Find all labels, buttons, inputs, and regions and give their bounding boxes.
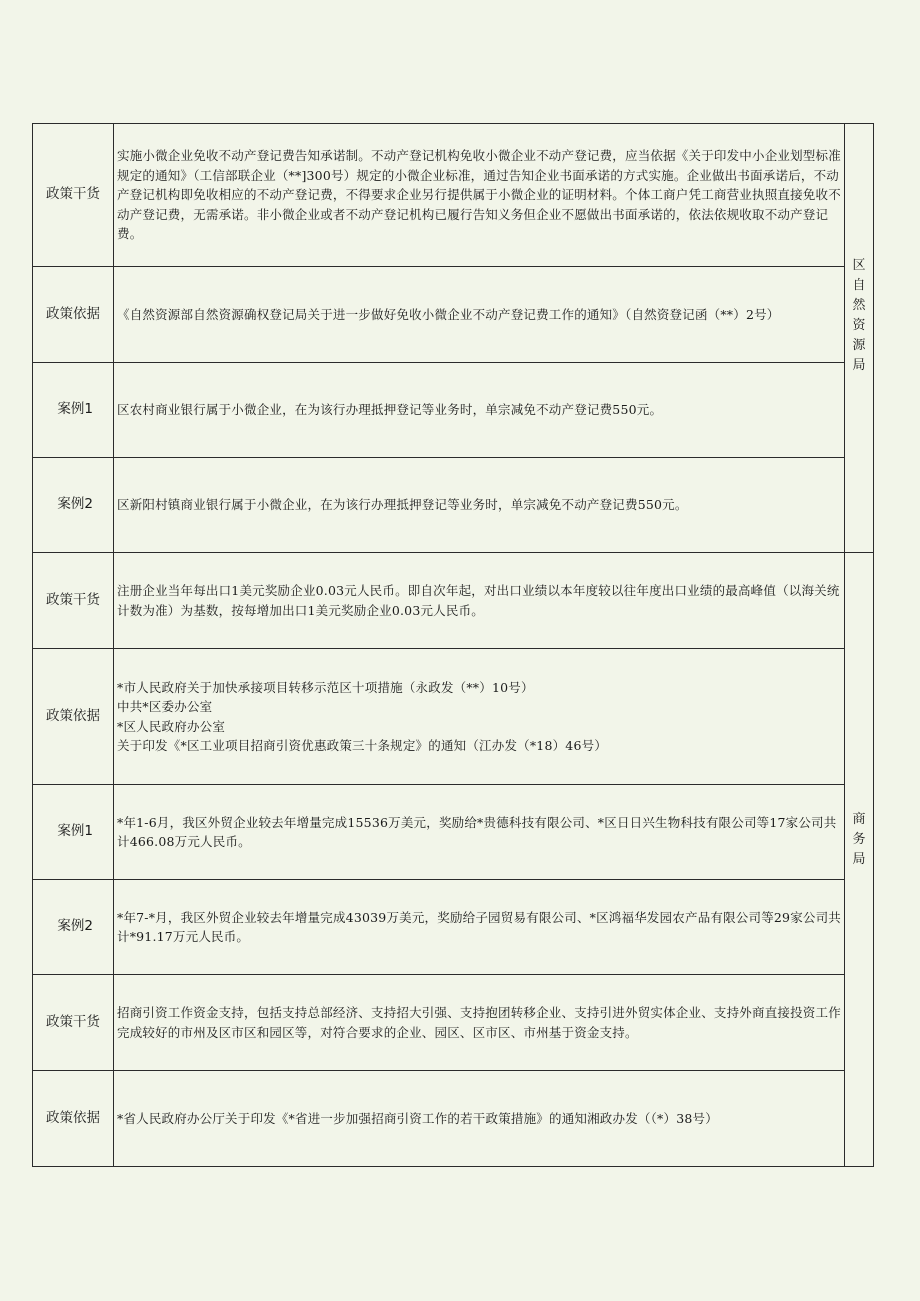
basis-line: 中共*区委办公室 — [117, 699, 213, 714]
row-label: 政策干货 — [33, 124, 114, 267]
row-content: *年7-*月，我区外贸企业较去年增量完成43039万美元，奖励给子园贸易有限公司、*区鸿福华发园农产品有限公司等29家公司共计*91.17万元人民币。 — [114, 880, 845, 975]
row-label: 政策依据 — [33, 1071, 114, 1167]
department-name — [845, 810, 873, 870]
department-char: 区 — [852, 258, 866, 273]
row-content: 招商引资工作资金支持，包括支持总部经济、支持招大引强、支持抱团转移企业、支持引进外贸实体企业、支持外商直接投资工作完成较好的市州及区市区和园区等，对符合要求的企业、园区、区市区、市州基于资金支持。 — [114, 975, 845, 1071]
department-char: 然 — [852, 298, 866, 313]
row-label: 案例2 — [33, 880, 114, 975]
basis-line: *区人民政府办公室 — [117, 718, 226, 734]
table-row — [33, 458, 874, 553]
row-label: 案例1 — [33, 785, 114, 880]
table-row — [33, 785, 874, 880]
row-label: 政策干货 — [33, 553, 114, 649]
row-label: 案例2 — [33, 458, 114, 553]
basis-line: *市人民政府关于加快承接项目转移示范区十项措施（永政发（**）10号） — [117, 679, 534, 695]
row-label: 政策干货 — [33, 975, 114, 1071]
department-char: 局 — [852, 358, 866, 373]
table-row — [33, 649, 874, 785]
table-row — [33, 1071, 874, 1167]
department-char: 务 — [852, 831, 866, 847]
basis-line: 关于印发《*区工业项目招商引资优惠政策三十条规定》的通知（江办发（*18）46号） — [117, 738, 608, 753]
department-name — [845, 256, 873, 376]
table-row — [33, 124, 874, 267]
department-cell — [845, 553, 874, 1167]
row-content: 实施小微企业免收不动产登记费告知承诺制。不动产登记机构免收小微企业不动产登记费，应当依据《关于印发中小企业划型标准规定的通知》（工信部联企业（**]300号）规定的小微企业标准，通过告知企业书面承诺的方式实施。企业做出书面承诺后，不动产登记机构即免收相应的不动产登记费，不得要求企业另行提供属于小微企业的证明材料。个体工商户凭工商营业执照直接免收不动产登记费，无需承诺。非小微企业或者不动产登记机构已履行告知义务但企业不愿做出书面承诺的，依法依规收取不动产登记费。 — [114, 124, 845, 267]
department-char: 商 — [852, 811, 866, 827]
row-label: 政策依据 — [33, 649, 114, 785]
policy-table — [32, 123, 874, 1167]
table-row — [33, 363, 874, 458]
row-content: 注册企业当年每出口1美元奖励企业0.03元人民币。即自次年起，对出口业绩以本年度较以往年度出口业绩的最高峰值（以海关统计数为准）为基数，按每增加出口1美元奖励企业0.03元人民币。 — [114, 553, 845, 649]
row-label: 政策依据 — [33, 267, 114, 363]
row-content: 区农村商业银行属于小微企业，在为该行办理抵押登记等业务时，单宗减免不动产登记费550元。 — [114, 363, 845, 458]
row-content: 《自然资源部自然资源确权登记局关于进一步做好免收小微企业不动产登记费工作的通知》（自然资登记函（**）2号） — [114, 267, 845, 363]
table-row — [33, 553, 874, 649]
table-row — [33, 267, 874, 363]
row-content: *省人民政府办公厅关于印发《*省进一步加强招商引资工作的若干政策措施》的通知湘政办发（（*）38号） — [114, 1071, 845, 1167]
table-row — [33, 975, 874, 1071]
department-cell — [845, 124, 874, 553]
table-row — [33, 880, 874, 975]
row-content: *年1-6月，我区外贸企业较去年增量完成15536万美元，奖励给*贵德科技有限公司、*区日日兴生物科技有限公司等17家公司共计466.08万元人民币。 — [114, 785, 845, 880]
department-char: 自 — [852, 278, 866, 293]
department-char: 源 — [852, 338, 866, 353]
department-char: 资 — [852, 318, 866, 333]
row-content — [114, 649, 845, 785]
row-label: 案例1 — [33, 363, 114, 458]
department-char: 局 — [852, 851, 866, 867]
row-content: 区新阳村镇商业银行属于小微企业，在为该行办理抵押登记等业务时，单宗减免不动产登记费550元。 — [114, 458, 845, 553]
